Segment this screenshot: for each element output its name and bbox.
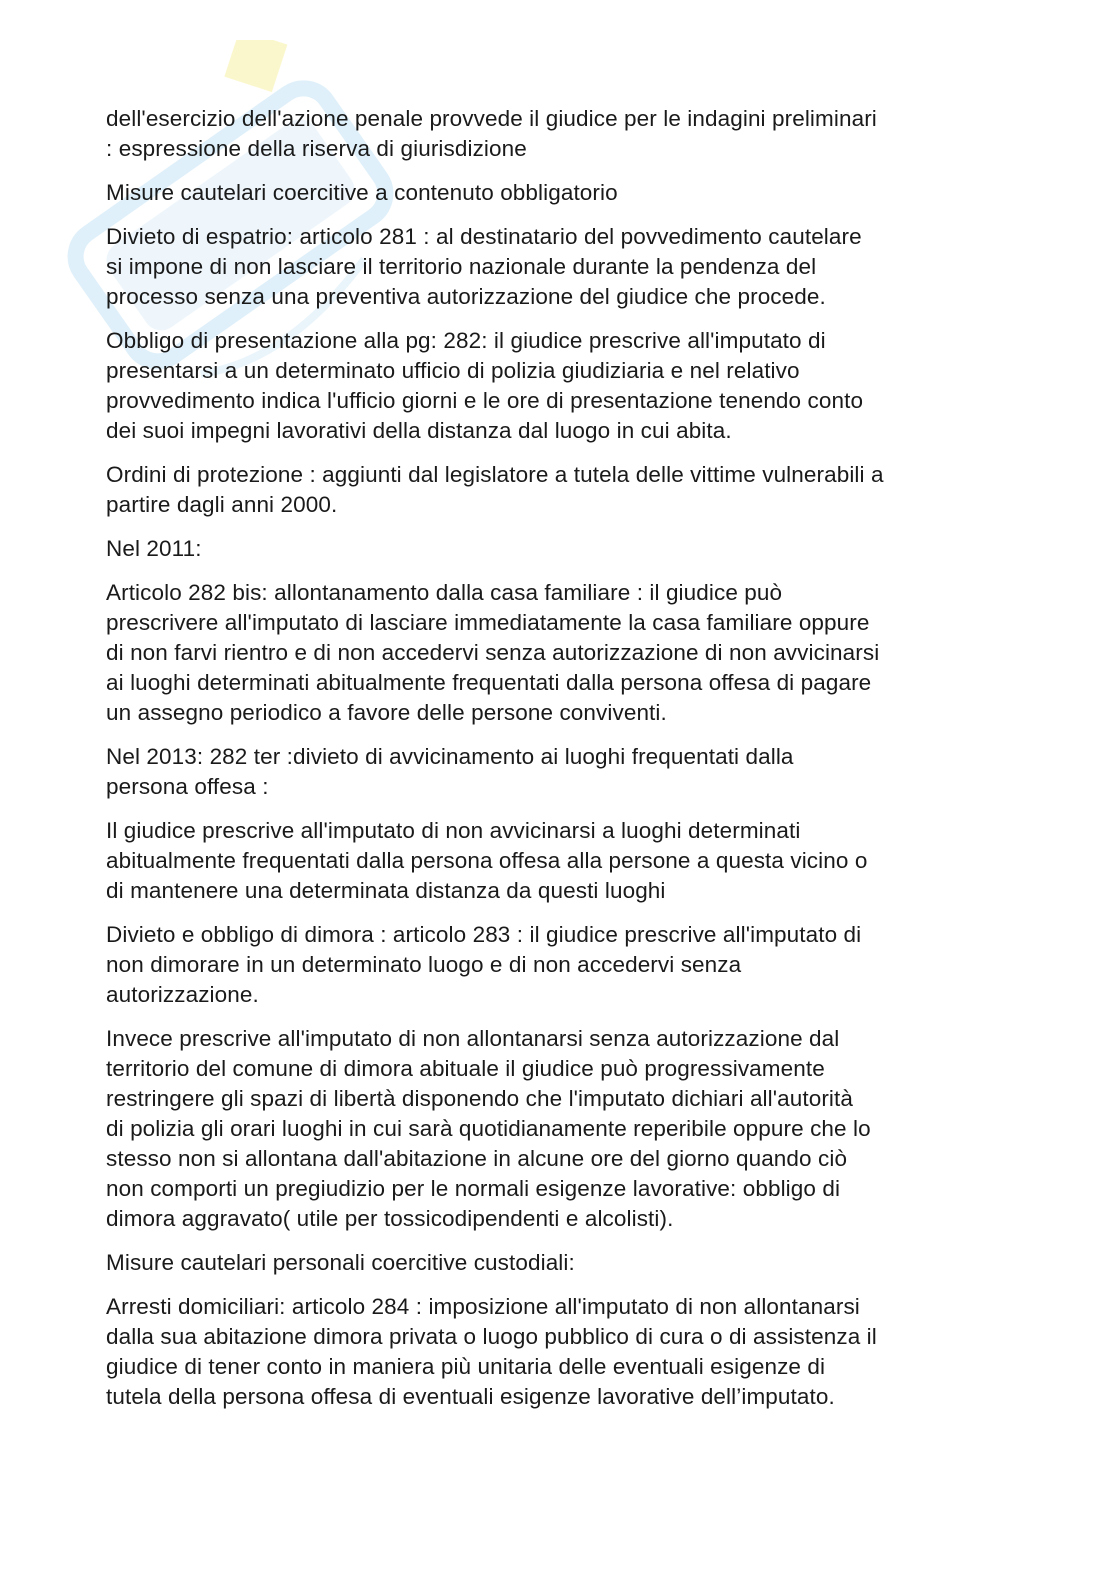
paragraph: Obbligo di presentazione alla pg: 282: il giudice prescrive all'imputato di presentarsi a un determinato ufficio di polizia giudiziaria e nel relativo provvedimento indica l'ufficio giorni e le ore di presentazione tenendo conto dei suoi impegni lavorativi della distanza dal luogo in cui abita. <box>106 328 864 443</box>
paragraph: dell'esercizio dell'azione penale provvede il giudice per le indagini preliminari : espressione della riserva di giurisdizione <box>106 106 877 161</box>
section-heading: Misure cautelari personali coercitive custodiali: <box>106 1250 575 1275</box>
paragraph: Ordini di protezione : aggiunti dal legislatore a tutela delle vittime vulnerabili a partire dagli anni 2000. <box>106 462 884 517</box>
paragraph: Nel 2013: 282 ter :divieto di avvicinamento ai luoghi frequentati dalla persona offesa : <box>106 744 794 799</box>
paragraph: Articolo 282 bis: allontanamento dalla casa familiare : il giudice può prescrivere all'imputato di lasciare immediatamente la casa familiare oppure di non farvi rientro e di non accedervi senza autorizzazione di non avvicinarsi ai luoghi determinati abitualmente frequentati dalla persona offesa di pagare un assegno periodico a favore delle persone conviventi. <box>106 580 880 725</box>
paragraph: Divieto e obbligo di dimora : articolo 283 : il giudice prescrive all'imputato di non dimorare in un determinato luogo e di non accedervi senza autorizzazione. <box>106 922 862 1007</box>
paragraph: Divieto di espatrio: articolo 281 : al destinatario del povvedimento cautelare si impone di non lasciare il territorio nazionale durante la pendenza del processo senza una preventiva autorizzazione del giudice che procede. <box>106 224 862 309</box>
paragraph: Arresti domiciliari: articolo 284 : imposizione all'imputato di non allontanarsi dalla sua abitazione dimora privata o luogo pubblico di cura o di assistenza il giudice di tener conto in maniera più unitaria delle eventuali esigenze di tutela della persona offesa di eventuali esigenze lavorative dell’imputato. <box>106 1294 877 1409</box>
paragraph: Invece prescrive all'imputato di non allontanarsi senza autorizzazione dal territorio del comune di dimora abituale il giudice può progressivamente restringere gli spazi di libertà disponendo che l'imputato dichiari all'autorità di polizia gli orari luoghi in cui sarà quotidianamente reperibile oppure che lo stesso non si allontana dall'abitazione in alcune ore del giorno quando ciò non comporti un pregiudizio per le normali esigenze lavorative: obbligo di dimora aggravato( utile per tossicodipendenti e alcolisti). <box>106 1026 871 1231</box>
paragraph: Nel 2011: <box>106 536 202 561</box>
section-heading: Misure cautelari coercitive a contenuto obbligatorio <box>106 180 618 205</box>
paragraph: Il giudice prescrive all'imputato di non avvicinarsi a luoghi determinati abitualmente frequentati dalla persona offesa alla persone a questa vicino o di mantenere una determinata distanza da questi luoghi <box>106 818 868 903</box>
document-body <box>106 104 1026 1426</box>
